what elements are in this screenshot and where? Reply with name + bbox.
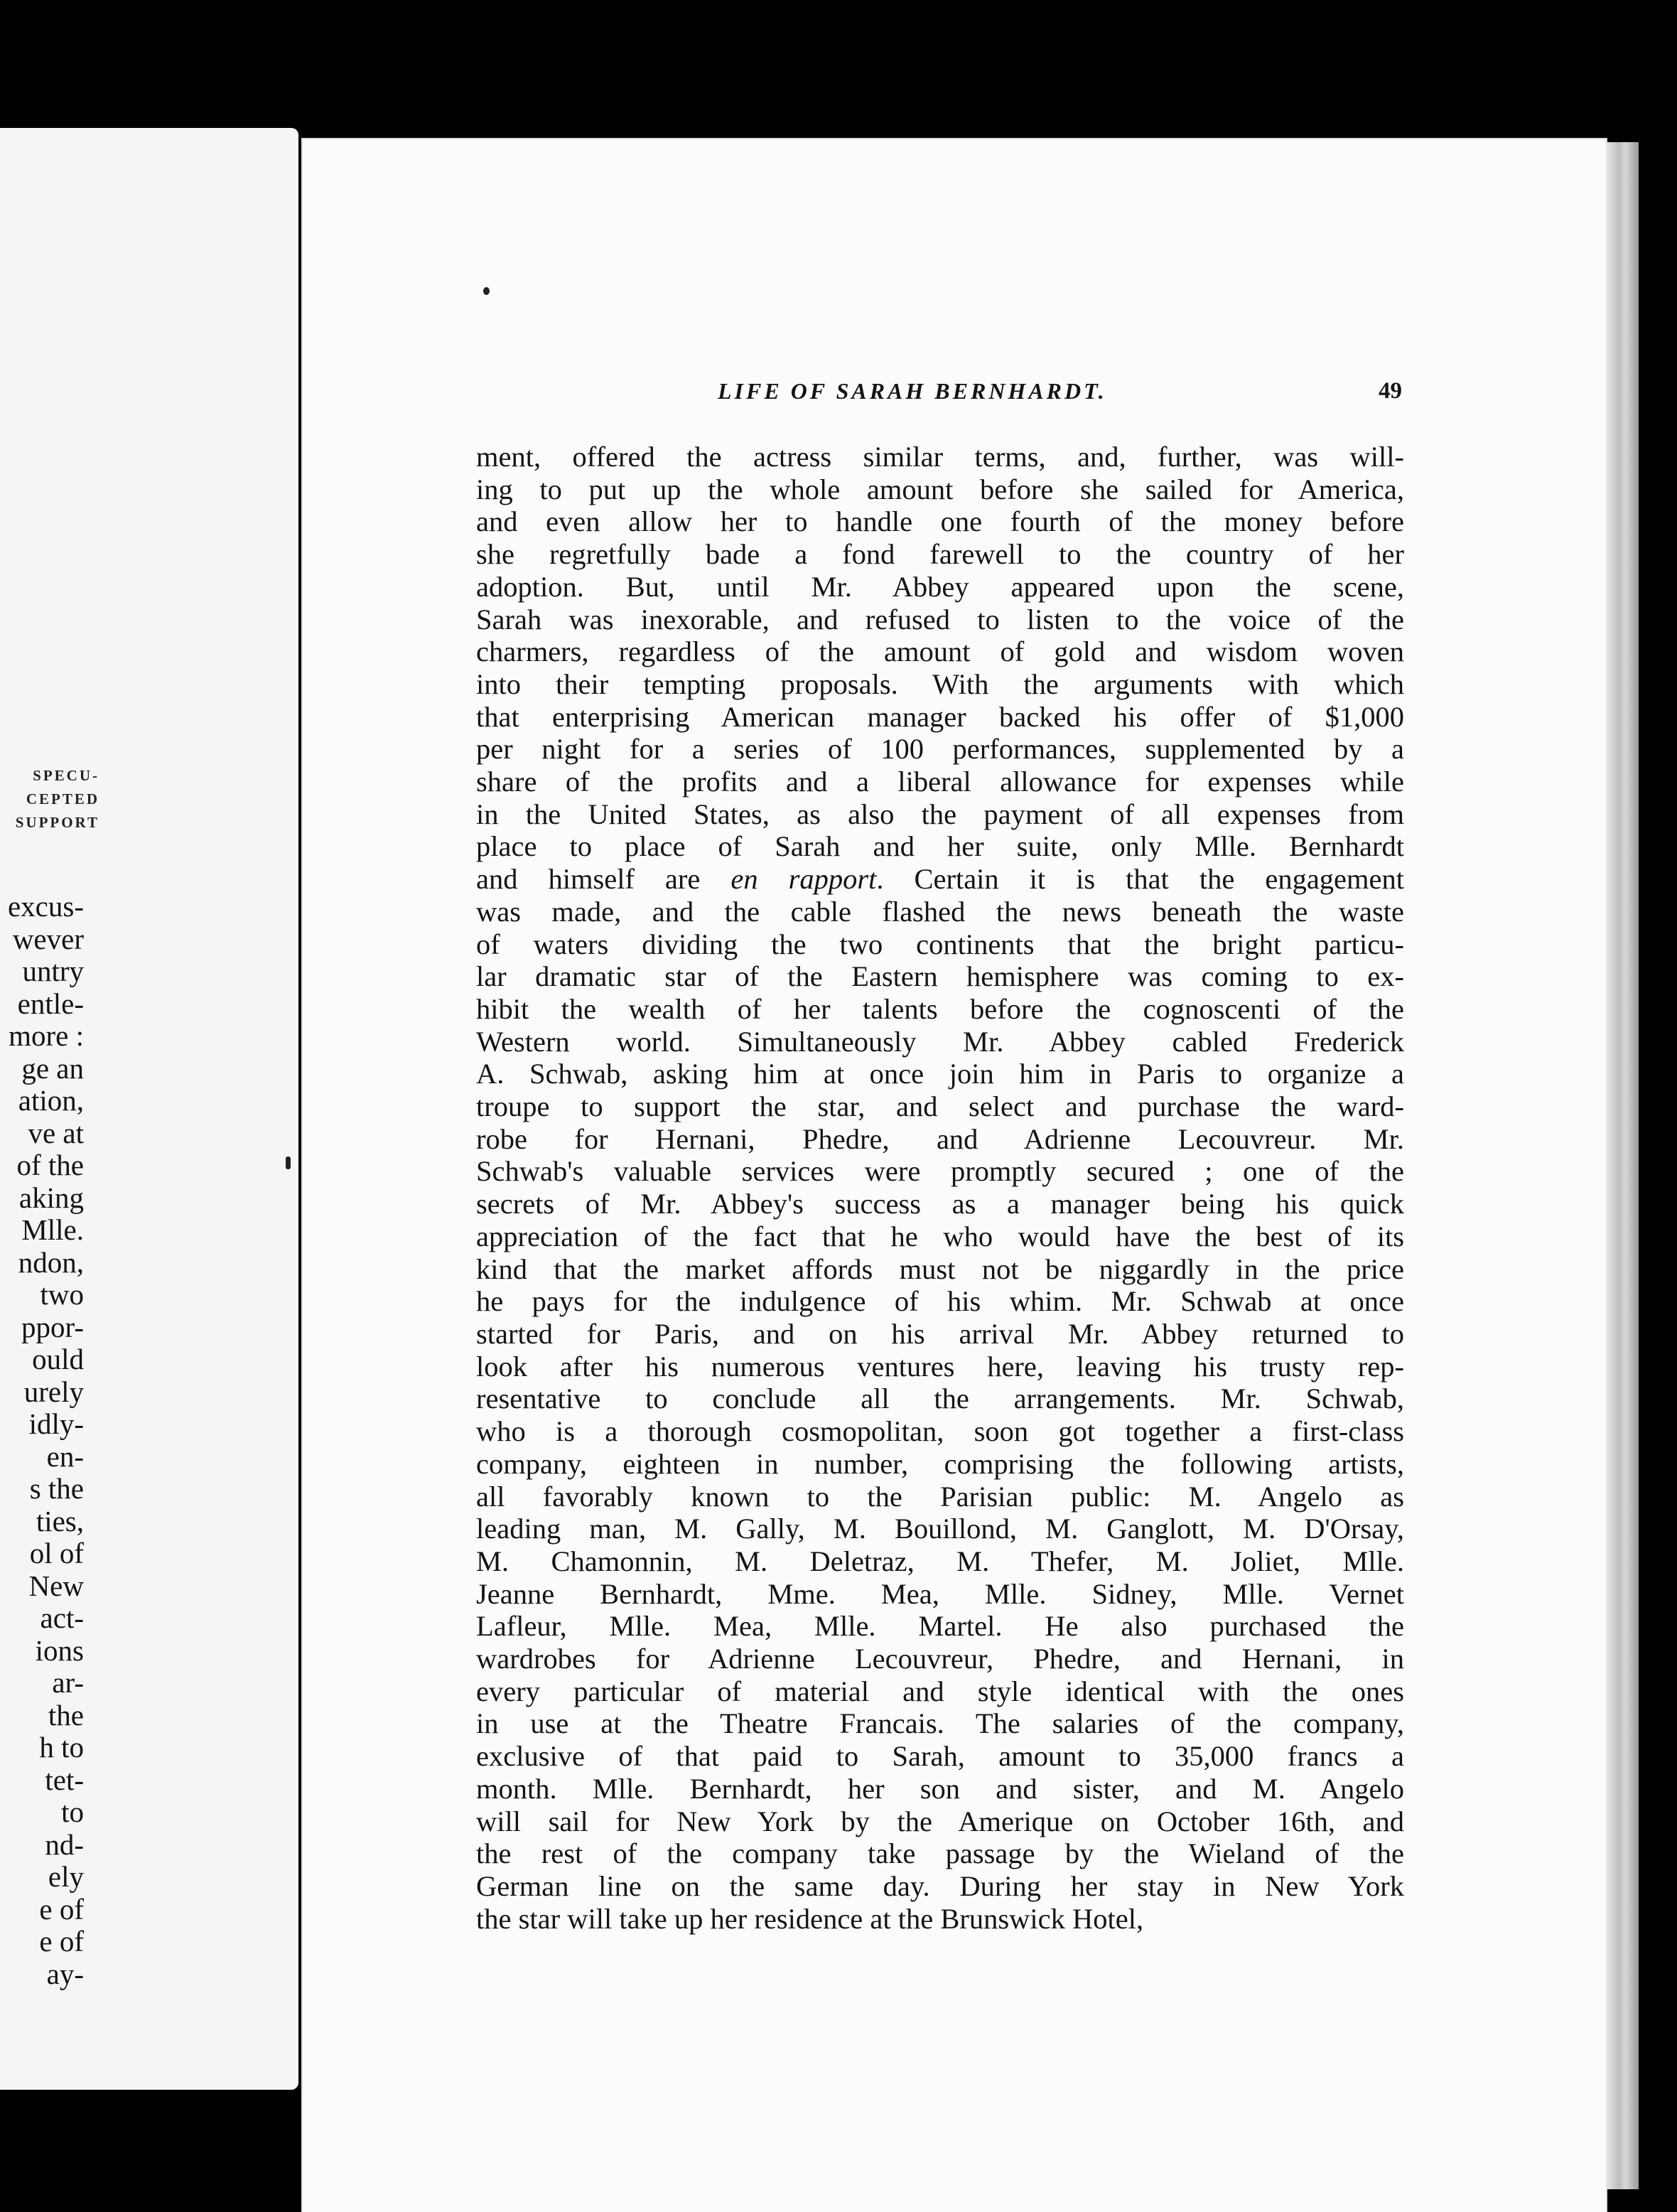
text-line: look after his numerous ventures here, leaving his trusty rep- <box>476 1350 1404 1382</box>
speck-mark <box>286 1156 291 1169</box>
text-line: and even allow her to handle one fourth of the money before <box>476 505 1404 538</box>
previous-page-line: Mlle. <box>21 1213 84 1246</box>
text-line: leading man, M. Gally, M. Bouillond, M. Ganglott, M. D'Orsay, <box>476 1513 1404 1545</box>
previous-page-fragment <box>0 128 298 2090</box>
text-line: Sarah was inexorable, and refused to listen to the voice of the <box>476 603 1404 635</box>
previous-page-line: tet- <box>45 1763 84 1796</box>
text-line: wardrobes for Adrienne Lecouvreur, Phedre, and Hernani, in <box>476 1643 1404 1675</box>
previous-page-line: e of <box>39 1925 84 1958</box>
text-line: and himself are en rapport. Certain it is that the engagement <box>476 863 1404 896</box>
text-line: Lafleur, Mlle. Mea, Mlle. Martel. He also purchased the <box>476 1610 1404 1643</box>
previous-page-line: wever <box>12 922 84 955</box>
previous-page-line: ation, <box>18 1084 84 1117</box>
previous-page-line: en- <box>46 1439 84 1473</box>
text-line: of waters dividing the two continents that the bright particu- <box>476 928 1404 960</box>
previous-page-line: nd- <box>45 1827 84 1861</box>
text-line: M. Chamonnin, M. Deletraz, M. Thefer, M. Joliet, Mlle. <box>476 1545 1404 1577</box>
text-line: place to place of Sarah and her suite, only Mlle. Bernhardt <box>476 830 1404 863</box>
text-line: company, eighteen in number, comprising the following artists, <box>476 1447 1404 1480</box>
text-line: every particular of material and style identical with the ones <box>476 1675 1404 1707</box>
running-header: LIFE OF SARAH BERNHARDT. <box>718 378 1107 404</box>
previous-page-line: two <box>40 1278 84 1311</box>
previous-page-line: ar- <box>52 1666 84 1699</box>
page-number: 49 <box>1379 378 1402 404</box>
text-line: German line on the same day. During her stay in New York <box>476 1869 1404 1902</box>
text-line: ment, offered the actress similar terms, and, further, was will- <box>476 441 1404 473</box>
text-line: resentative to conclude all the arrangements. Mr. Schwab, <box>476 1382 1404 1415</box>
text-line: the star will take up her residence at the Brunswick Hotel, <box>476 1902 1144 1935</box>
previous-page-line: act- <box>40 1601 84 1634</box>
text-line: will sail for New York by the Amerique on October 16th, and <box>476 1805 1404 1837</box>
text-line: Schwab's valuable services were promptly secured ; one of the <box>476 1155 1404 1188</box>
previous-page-line: ndon, <box>18 1245 84 1279</box>
text-line: in the United States, as also the payment of all expenses from <box>476 798 1404 830</box>
previous-page-line: ge an <box>21 1051 84 1085</box>
text-line: started for Paris, and on his arrival Mr. Abbey returned to <box>476 1317 1404 1350</box>
text-line: who is a thorough cosmopolitan, soon got together a first-class <box>476 1415 1404 1448</box>
text-line: appreciation of the fact that he who would have the best of its <box>476 1220 1404 1252</box>
previous-page-line: idly- <box>28 1407 84 1440</box>
text-line: hibit the wealth of her talents before the cognoscenti of the <box>476 992 1404 1025</box>
previous-page-line: ely <box>48 1860 84 1893</box>
text-line: she regretfully bade a fond farewell to the country of her <box>476 538 1404 571</box>
previous-page-line: more : <box>9 1019 84 1052</box>
italic-phrase: en rapport <box>730 863 877 896</box>
previous-page-line: ve at <box>28 1116 84 1149</box>
caption-line: SUPPORT <box>15 814 99 831</box>
previous-page-line: s the <box>29 1472 84 1505</box>
previous-page-line: entle- <box>17 987 84 1020</box>
text-line: robe for Hernani, Phedre, and Adrienne Lecouvreur. Mr. <box>476 1122 1404 1155</box>
text-line: Western world. Simultaneously Mr. Abbey cabled Frederick <box>476 1025 1404 1058</box>
text-line: lar dramatic star of the Eastern hemisphere was coming to ex- <box>476 960 1404 993</box>
text-line: all favorably known to the Parisian public: M. Angelo as <box>476 1480 1404 1513</box>
previous-page-line: ions <box>35 1633 84 1667</box>
text-line: ing to put up the whole amount before she sailed for America, <box>476 473 1404 505</box>
text-line: he pays for the indulgence of his whim. Mr. Schwab at once <box>476 1285 1404 1318</box>
previous-page-line: the <box>48 1698 84 1732</box>
caption-line: CEPTED <box>26 790 99 807</box>
text-line: into their tempting proposals. With the arguments with which <box>476 667 1404 700</box>
text-line: secrets of Mr. Abbey's success as a manager being his quick <box>476 1188 1404 1220</box>
text-line: the rest of the company take passage by the Wieland of the <box>476 1837 1404 1870</box>
text-line: that enterprising American manager backed his offer of $1,000 <box>476 700 1404 733</box>
previous-page-line: ties, <box>36 1504 84 1537</box>
previous-page-line: urely <box>23 1375 84 1408</box>
previous-page-line: excus- <box>7 890 84 923</box>
previous-page-line: New <box>28 1569 84 1602</box>
text-line: month. Mlle. Bernhardt, her son and sister, and M. Angelo <box>476 1772 1404 1805</box>
caption-line: SPECU- <box>33 767 99 784</box>
previous-page-line: ould <box>32 1343 84 1375</box>
previous-page-caption <box>0 764 99 834</box>
text-line: in use at the Theatre Francais. The salaries of the company, <box>476 1707 1404 1740</box>
previous-page-line: e of <box>39 1892 84 1926</box>
previous-page-line: untry <box>22 955 84 987</box>
previous-page-line: ay- <box>46 1957 84 1990</box>
previous-page-line: of the <box>16 1149 84 1181</box>
previous-page-line: h to <box>39 1731 84 1763</box>
speck-mark <box>483 287 490 295</box>
previous-page-text <box>0 891 84 1990</box>
text-line: exclusive of that paid to Sarah, amount to 35,000 francs a <box>476 1740 1404 1773</box>
text-line: Jeanne Bernhardt, Mme. Mea, Mlle. Sidney, Mlle. Vernet <box>476 1577 1404 1610</box>
text-line: adoption. But, until Mr. Abbey appeared upon the scene, <box>476 570 1404 603</box>
page-edge <box>1606 142 1639 2189</box>
previous-page-line: ppor- <box>21 1310 84 1343</box>
text-line: troupe to support the star, and select and purchase the ward- <box>476 1090 1404 1123</box>
text-line: charmers, regardless of the amount of gold and wisdom woven <box>476 635 1404 668</box>
previous-page-line: ol of <box>29 1537 84 1569</box>
text-line: share of the profits and a liberal allowance for expenses while <box>476 766 1404 798</box>
text-line: A. Schwab, asking him at once join him in Paris to organize a <box>476 1058 1404 1090</box>
text-line: kind that the market affords must not be niggardly in the price <box>476 1252 1404 1285</box>
body-text <box>476 441 1404 1935</box>
text-line: was made, and the cable flashed the news beneath the waste <box>476 895 1404 928</box>
previous-page-line: aking <box>18 1181 84 1214</box>
text-line: per night for a series of 100 performances, supplemented by a <box>476 733 1404 766</box>
previous-page-line: to <box>61 1795 84 1828</box>
